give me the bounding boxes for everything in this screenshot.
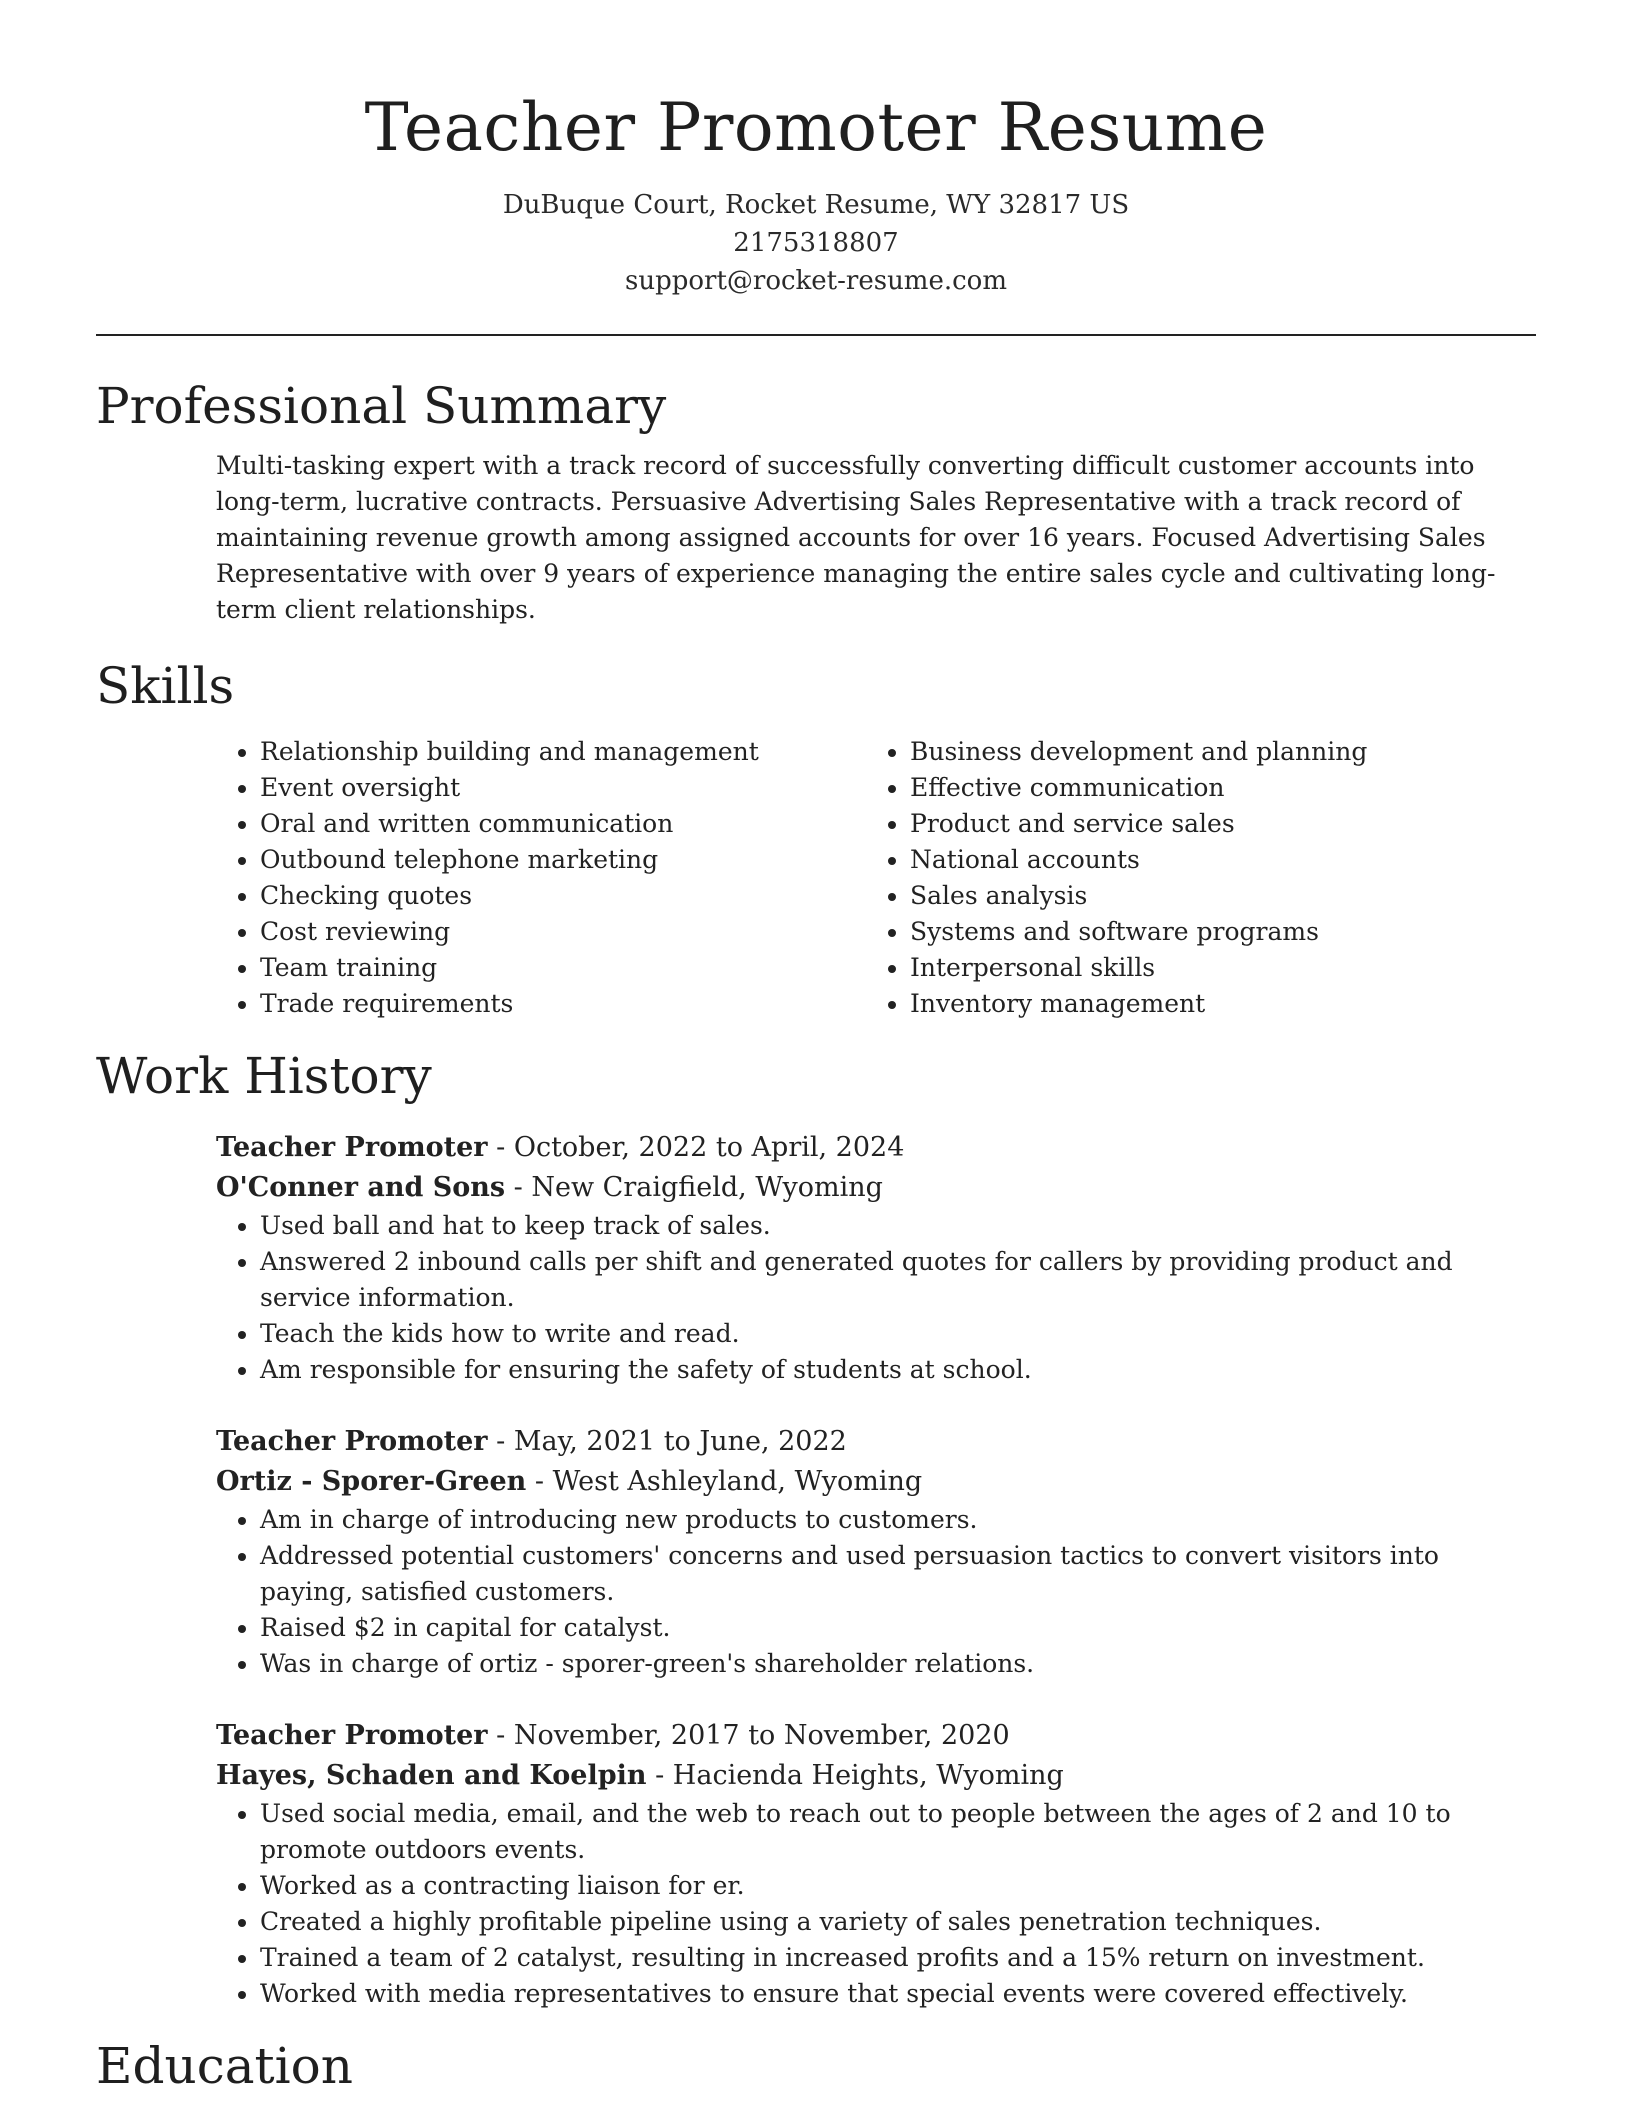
job-bullet: • Am in charge of introducing new products to customers. <box>260 1502 1536 1538</box>
skills-list-left <box>216 734 866 1022</box>
job-bullet: • Worked as a contracting liaison for er. <box>260 1868 1536 1904</box>
summary-heading: Professional Summary <box>96 377 667 435</box>
skill-item: • Sales analysis <box>910 878 1516 914</box>
job-company: Hayes, Schaden and Koelpin <box>216 1760 647 1791</box>
job-entry <box>216 1128 1536 1388</box>
skills-grid <box>216 734 1536 1022</box>
contact-email: support@rocket-resume.com <box>624 266 1007 296</box>
job-bullet: • Am responsible for ensuring the safety of students at school. <box>260 1352 1536 1388</box>
skill-item: • National accounts <box>910 842 1516 878</box>
job-company: O'Conner and Sons <box>216 1172 506 1203</box>
job-bullet: • Used ball and hat to keep track of sales. <box>260 1208 1536 1244</box>
job-location: - Hacienda Heights, Wyoming <box>646 1760 1064 1791</box>
job-company-line <box>216 1462 1536 1502</box>
job-dates: - October, 2022 to April, 2024 <box>487 1132 905 1163</box>
job-role: Teacher Promoter <box>216 1720 488 1751</box>
job-location: - West Ashleyland, Wyoming <box>526 1466 923 1497</box>
resume-page <box>96 0 1536 2096</box>
skill-item: • Systems and software programs <box>910 914 1516 950</box>
skill-item: • Interpersonal skills <box>910 950 1516 986</box>
job-location: - New Craigfield, Wyoming <box>505 1172 883 1203</box>
contact-address: DuBuque Court, Rocket Resume, WY 32817 US <box>502 190 1130 220</box>
job-bullet: • Trained a team of 2 catalyst, resulting in increased profits and a 15% return on investment. <box>260 1940 1536 1976</box>
skill-item: • Business development and planning <box>910 734 1516 770</box>
job-bullet: • Addressed potential customers' concerns and used persuasion tactics to convert visitors into paying, satisfied customers. <box>260 1538 1536 1610</box>
job-bullet: • Answered 2 inbound calls per shift and generated quotes for callers by providing product and service information. <box>260 1244 1536 1316</box>
skills-section <box>216 734 1536 1022</box>
contact-phone: 2175318807 <box>733 228 899 258</box>
skills-heading: Skills <box>96 657 235 715</box>
header-divider <box>96 334 1536 336</box>
job-role: Teacher Promoter <box>216 1426 488 1457</box>
skill-item: • Event oversight <box>260 770 866 806</box>
resume-header <box>96 0 1536 300</box>
job-dates: - November, 2017 to November, 2020 <box>487 1720 1010 1751</box>
job-bullet: • Used social media, email, and the web to reach out to people between the ages of 2 and 10 to promote outdoors events. <box>260 1796 1536 1868</box>
resume-title: Teacher Promoter Resume <box>364 89 1268 166</box>
skills-list-right <box>866 734 1516 1022</box>
job-company-line <box>216 1756 1536 1796</box>
contact-info <box>96 186 1536 300</box>
job-bullet-list <box>216 1208 1536 1388</box>
job-company: Ortiz - Sporer-Green <box>216 1466 527 1497</box>
job-bullet: • Created a highly profitable pipeline using a variety of sales penetration techniques. <box>260 1904 1536 1940</box>
skill-item: • Oral and written communication <box>260 806 866 842</box>
job-title-line <box>216 1716 1536 1756</box>
job-dates: - May, 2021 to June, 2022 <box>487 1426 847 1457</box>
skill-item: • Relationship building and management <box>260 734 866 770</box>
job-bullet-list <box>216 1796 1536 2012</box>
summary-text: Multi-tasking expert with a track record of successfully converting difficult customer accounts into long-term, lucrative contracts. Persuasive Advertising Sales Representative with a track record of maintaining revenue growth among assigned accounts for over 16 years. Focused Advertising Sales Representative with over 9 years of experience managing the entire sales cycle and cultivating long-term client relationships. <box>216 451 1496 624</box>
job-bullet-list <box>216 1502 1536 1682</box>
skill-item: • Cost reviewing <box>260 914 866 950</box>
job-title-line <box>216 1422 1536 1462</box>
job-bullet: • Was in charge of ortiz - sporer-green's shareholder relations. <box>260 1646 1536 1682</box>
job-title-line <box>216 1128 1536 1168</box>
skill-item: • Team training <box>260 950 866 986</box>
skill-item: • Outbound telephone marketing <box>260 842 866 878</box>
skill-item: • Product and service sales <box>910 806 1516 842</box>
job-bullet: • Raised $2 in capital for catalyst. <box>260 1610 1536 1646</box>
skill-item: • Checking quotes <box>260 878 866 914</box>
skill-item: • Inventory management <box>910 986 1516 1022</box>
education-heading: Education <box>96 2037 353 2095</box>
job-role: Teacher Promoter <box>216 1132 488 1163</box>
skill-item: • Trade requirements <box>260 986 866 1022</box>
work-history-list <box>216 1128 1536 2012</box>
job-entry <box>216 1716 1536 2012</box>
work-history-heading: Work History <box>96 1047 432 1105</box>
job-company-line <box>216 1168 1536 1208</box>
job-bullet: • Teach the kids how to write and read. <box>260 1316 1536 1352</box>
job-bullet: • Worked with media representatives to ensure that special events were covered effectively. <box>260 1976 1536 2012</box>
job-entry <box>216 1422 1536 1682</box>
skill-item: • Effective communication <box>910 770 1516 806</box>
